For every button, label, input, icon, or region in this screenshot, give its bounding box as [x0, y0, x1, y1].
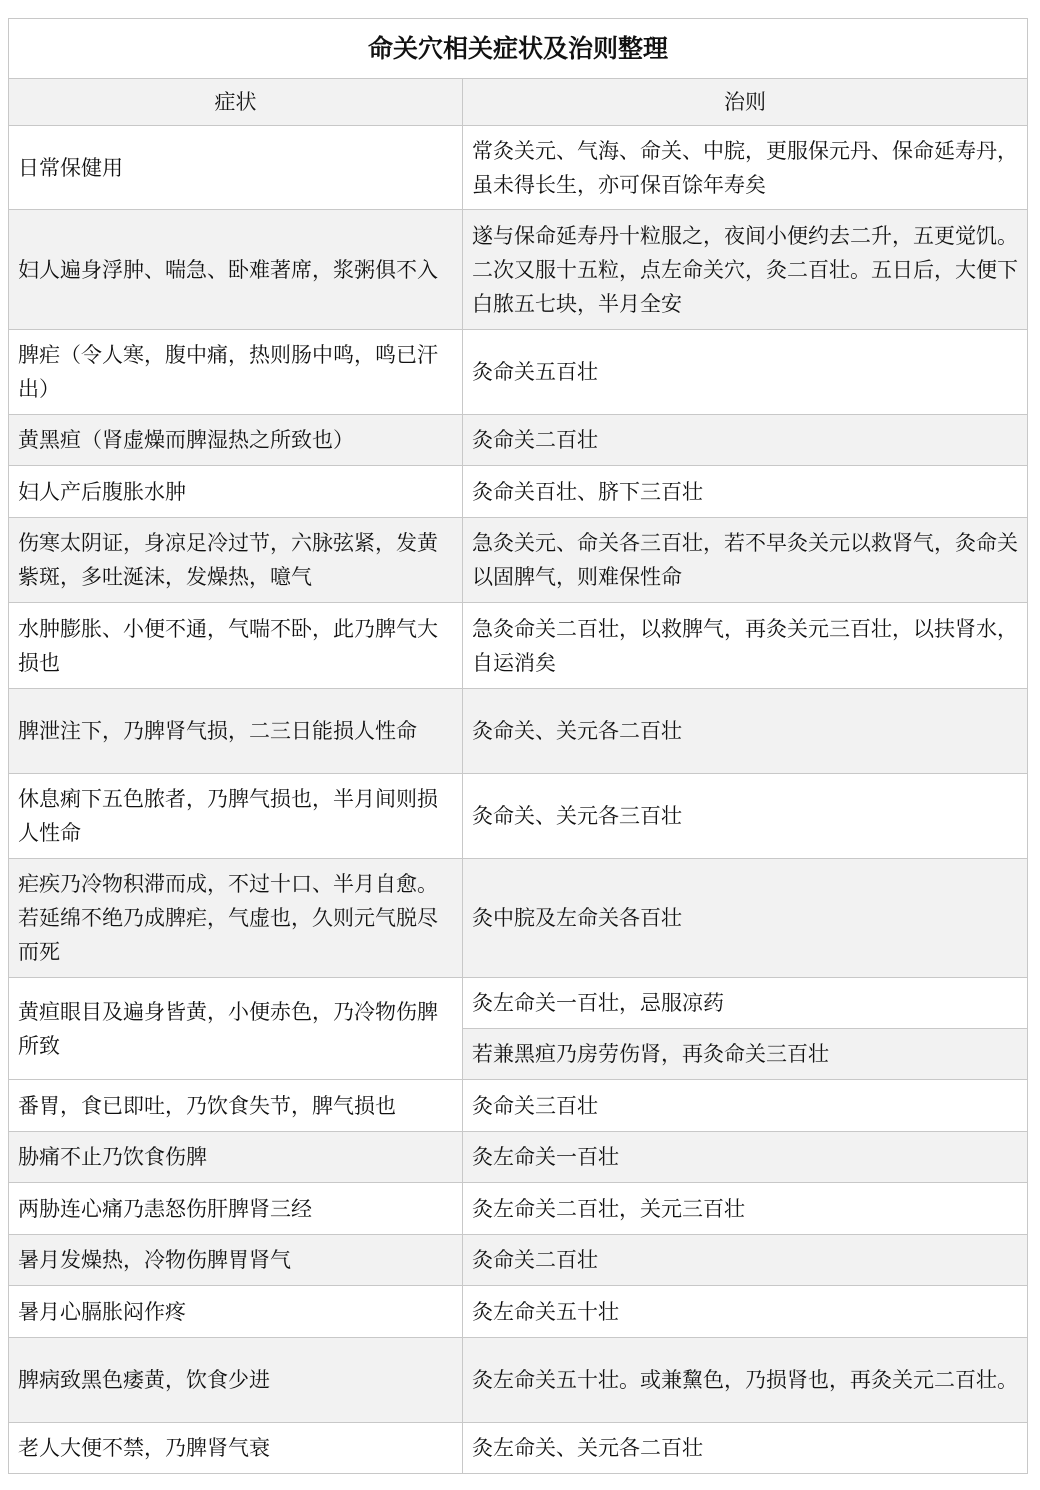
table-row	[9, 689, 1028, 774]
treatment-cell: 灸左命关一百壮，忌服凉药	[463, 978, 1028, 1029]
symptom-cell: 番胃，食已即吐，乃饮食失节，脾气损也	[9, 1080, 463, 1132]
treatment-cell: 遂与保命延寿丹十粒服之，夜间小便约去二升，五更觉饥。二次又服十五粒，点左命关穴，灸二百壮。五日后，大便下白脓五七块，半月全安	[463, 210, 1028, 330]
treatment-cell: 灸左命关、关元各二百壮	[463, 1423, 1028, 1474]
symptom-cell: 休息痢下五色脓者，乃脾气损也，半月间则损人性命	[9, 774, 463, 859]
table-row	[9, 210, 1028, 330]
treatment-cell: 灸命关五百壮	[463, 330, 1028, 415]
symptom-cell: 日常保健用	[9, 126, 463, 210]
header-treatment: 治则	[463, 79, 1028, 126]
symptom-cell: 疟疾乃冷物积滞而成，不过十口、半月自愈。若延绵不绝乃成脾疟，气虚也，久则元气脱尽而死	[9, 859, 463, 978]
symptom-cell: 妇人遍身浮肿、喘急、卧难著席，浆粥俱不入	[9, 210, 463, 330]
symptom-cell: 水肿膨胀、小便不通，气喘不卧，此乃脾气大损也	[9, 603, 463, 689]
treatment-cell: 灸命关三百壮	[463, 1080, 1028, 1132]
treatment-cell: 若兼黑疸乃房劳伤肾，再灸命关三百壮	[463, 1029, 1028, 1080]
table-row	[9, 1286, 1028, 1338]
table-row	[9, 466, 1028, 518]
symptom-cell: 妇人产后腹胀水肿	[9, 466, 463, 518]
treatment-cell: 灸命关、关元各三百壮	[463, 774, 1028, 859]
table-row	[9, 518, 1028, 603]
table-title: 命关穴相关症状及治则整理	[9, 19, 1028, 79]
symptom-cell: 脾病致黑色痿黄，饮食少进	[9, 1338, 463, 1423]
treatment-cell: 灸左命关五十壮。或兼黧色，乃损肾也，再灸关元二百壮。	[463, 1338, 1028, 1423]
table-title-row	[9, 19, 1028, 79]
symptom-cell: 伤寒太阴证，身凉足冷过节，六脉弦紧，发黄紫斑，多吐涎沫，发燥热，噫气	[9, 518, 463, 603]
symptom-cell: 两胁连心痛乃恚怒伤肝脾肾三经	[9, 1183, 463, 1235]
symptom-cell: 暑月心膈胀闷作疼	[9, 1286, 463, 1338]
table-row	[9, 330, 1028, 415]
treatment-cell: 灸命关二百壮	[463, 1235, 1028, 1286]
treatment-cell: 灸左命关一百壮	[463, 1132, 1028, 1183]
table-row	[9, 1132, 1028, 1183]
treatment-cell: 灸左命关五十壮	[463, 1286, 1028, 1338]
treatment-cell: 急灸命关二百壮，以救脾气，再灸关元三百壮，以扶肾水，自运消矣	[463, 603, 1028, 689]
treatment-cell: 灸中脘及左命关各百壮	[463, 859, 1028, 978]
table-container	[8, 18, 1027, 1474]
symptom-cell: 黄黑疸（肾虚燥而脾湿热之所致也）	[9, 415, 463, 466]
symptom-cell: 老人大便不禁，乃脾肾气衰	[9, 1423, 463, 1474]
table-row	[9, 1080, 1028, 1132]
table-header-row	[9, 79, 1028, 126]
treatment-cell: 灸命关、关元各二百壮	[463, 689, 1028, 774]
table-row	[9, 774, 1028, 859]
symptom-treatment-table	[8, 18, 1028, 1474]
symptom-cell: 暑月发燥热，冷物伤脾胃肾气	[9, 1235, 463, 1286]
treatment-cell: 常灸关元、气海、命关、中脘，更服保元丹、保命延寿丹，虽未得长生，亦可保百馀年寿矣	[463, 126, 1028, 210]
symptom-cell: 脾泄注下，乃脾肾气损，二三日能损人性命	[9, 689, 463, 774]
table-row	[9, 1235, 1028, 1286]
treatment-cell: 灸命关二百壮	[463, 415, 1028, 466]
table-row	[9, 859, 1028, 978]
treatment-cell: 灸命关百壮、脐下三百壮	[463, 466, 1028, 518]
symptom-cell: 黄疸眼目及遍身皆黄，小便赤色，乃冷物伤脾所致	[9, 978, 463, 1080]
table-row	[9, 1338, 1028, 1423]
table-row	[9, 603, 1028, 689]
header-symptom: 症状	[9, 79, 463, 126]
table-row	[9, 126, 1028, 210]
treatment-cell: 急灸关元、命关各三百壮，若不早灸关元以救肾气，灸命关以固脾气，则难保性命	[463, 518, 1028, 603]
table-row	[9, 1183, 1028, 1235]
treatment-cell: 灸左命关二百壮，关元三百壮	[463, 1183, 1028, 1235]
table-row	[9, 415, 1028, 466]
symptom-cell: 脾疟（令人寒，腹中痛，热则肠中鸣，鸣已汗出）	[9, 330, 463, 415]
symptom-cell: 胁痛不止乃饮食伤脾	[9, 1132, 463, 1183]
table-row	[9, 1423, 1028, 1474]
table-row	[9, 978, 1028, 1029]
